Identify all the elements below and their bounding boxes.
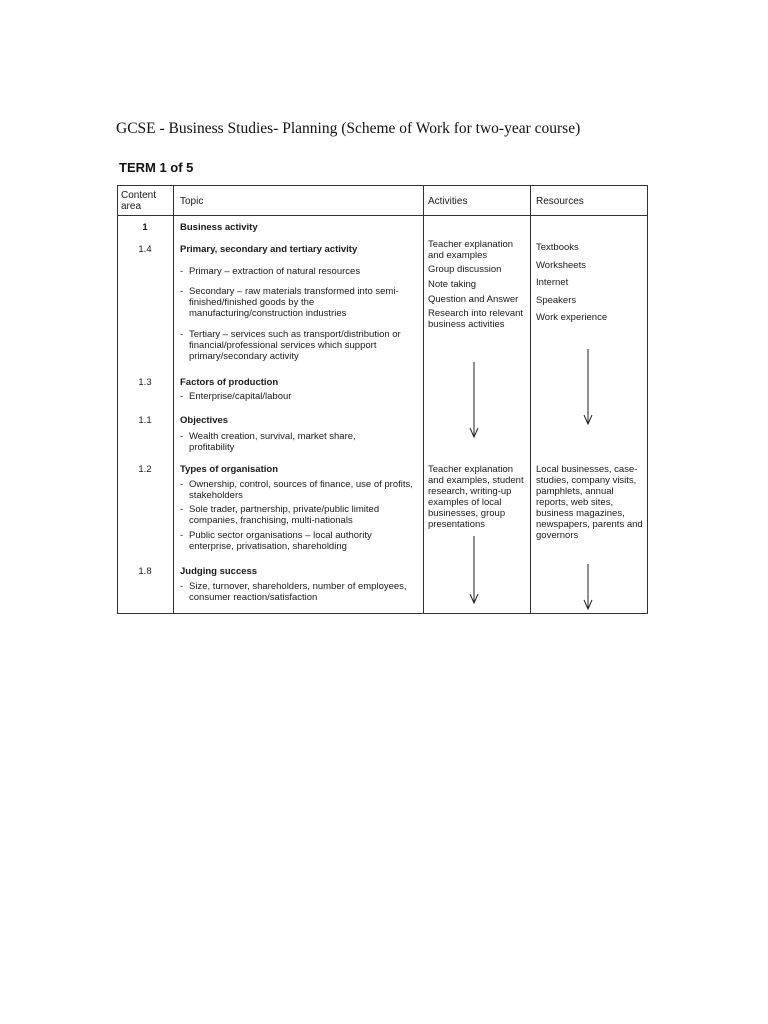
resource-item: Textbooks bbox=[536, 242, 579, 253]
column-divider bbox=[423, 186, 424, 613]
resources-paragraph: Local businesses, case-studies, company visits, pamphlets, annual reports, web sites, business magazines, newspapers, parents and governors bbox=[536, 464, 643, 541]
activity-item: Question and Answer bbox=[428, 294, 519, 305]
topic-heading: Primary, secondary and tertiary activity bbox=[180, 244, 358, 255]
topic-bullet: - Tertiary – services such as transport/distribution or financial/professional services which support primary/secondary activity bbox=[180, 329, 401, 362]
content-area-code: 1.1 bbox=[138, 415, 152, 426]
content-area-code: 1.3 bbox=[138, 377, 152, 388]
down-arrow-icon bbox=[468, 536, 480, 606]
down-arrow-icon bbox=[582, 349, 594, 427]
resource-item: Speakers bbox=[536, 294, 577, 306]
topic-heading: Objectives bbox=[180, 415, 229, 426]
topic-bullet: - Wealth creation, survival, market share, profitability bbox=[180, 431, 356, 453]
activities-list bbox=[428, 239, 528, 330]
activity-item: Teacher explanation and examples bbox=[428, 239, 514, 261]
header-activities: Activities bbox=[428, 196, 468, 207]
topic-bullet: - Primary – extraction of natural resources bbox=[180, 266, 361, 277]
activities-paragraph: Teacher explanation and examples, student research, writing-up examples of local businesses, group presentations bbox=[428, 464, 524, 530]
down-arrow-icon bbox=[582, 564, 594, 612]
header-topic: Topic bbox=[180, 196, 204, 207]
activity-item: Group discussion bbox=[428, 264, 502, 275]
resource-item: Work experience bbox=[536, 312, 608, 323]
content-area-code: 1.2 bbox=[138, 464, 152, 475]
document-title: GCSE - Business Studies- Planning (Scheme of Work for two-year course) bbox=[116, 120, 581, 137]
activity-item: Note taking bbox=[428, 279, 477, 290]
header-divider bbox=[118, 215, 647, 216]
content-area-code: 1.4 bbox=[138, 244, 152, 255]
resources-list bbox=[536, 239, 644, 327]
activity-item: Research into relevant business activities bbox=[428, 308, 524, 330]
column-divider bbox=[530, 186, 531, 613]
resource-item: Internet bbox=[536, 277, 569, 288]
topic-bullet: - Secondary – raw materials transformed into semi-finished/finished goods by the manufacturing/construction industries bbox=[180, 286, 399, 319]
topic-bullet: - Ownership, control, sources of finance, use of profits, stakeholders bbox=[180, 479, 413, 501]
topic-bullet: - Sole trader, partnership, private/public limited companies, franchising, multi-nationals bbox=[180, 504, 380, 526]
down-arrow-icon bbox=[468, 362, 480, 440]
topic-bullet: - Size, turnover, shareholders, number of employees, consumer reaction/satisfaction bbox=[180, 581, 407, 603]
header-content-area: Content area bbox=[121, 190, 157, 212]
term-heading: TERM 1 of 5 bbox=[119, 160, 194, 175]
scheme-of-work-table bbox=[117, 185, 648, 614]
topic-bullet: - Public sector organisations – local authority enterprise, privatisation, shareholding bbox=[180, 530, 372, 552]
header-resources: Resources bbox=[536, 196, 584, 207]
column-divider bbox=[173, 186, 174, 613]
topic-heading: Types of organisation bbox=[180, 464, 279, 475]
content-area-code: 1.8 bbox=[138, 566, 152, 577]
topic-heading: Business activity bbox=[180, 222, 258, 233]
topic-heading: Factors of production bbox=[180, 377, 279, 388]
topic-heading: Judging success bbox=[180, 566, 258, 577]
content-area-code: 1 bbox=[142, 222, 148, 233]
topic-bullet: - Enterprise/capital/labour bbox=[180, 391, 292, 402]
resource-item: Worksheets bbox=[536, 259, 586, 271]
